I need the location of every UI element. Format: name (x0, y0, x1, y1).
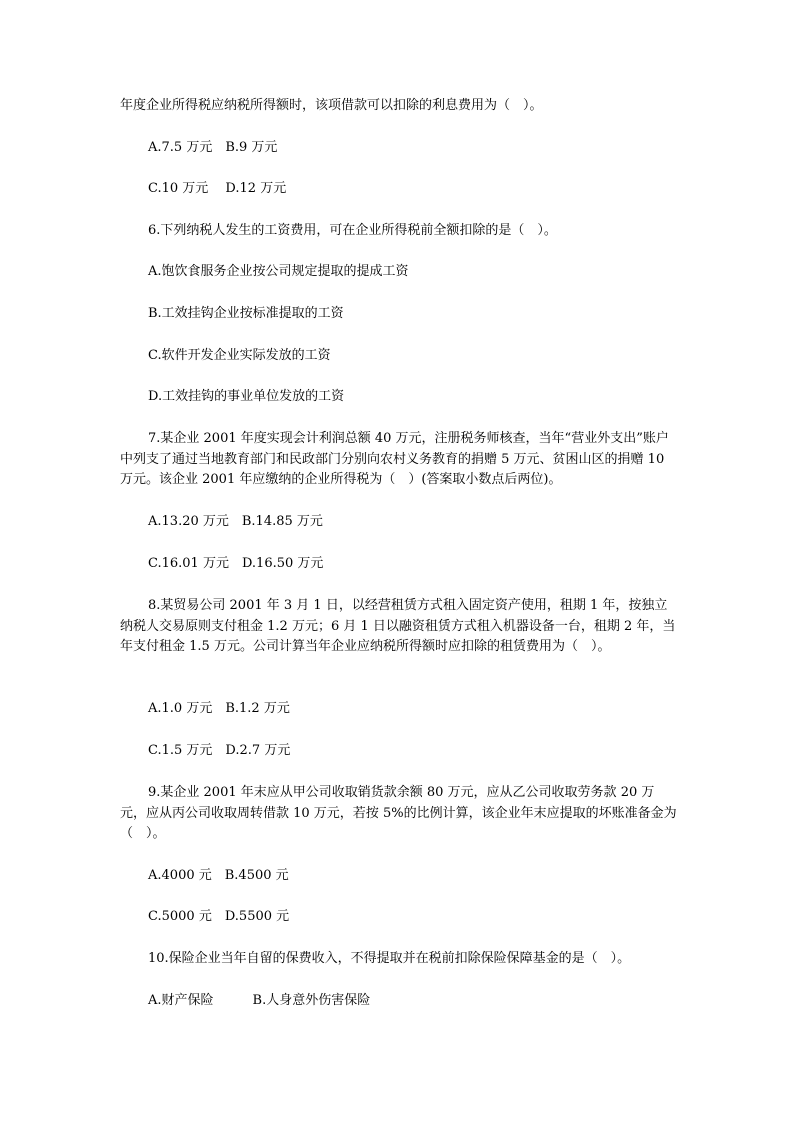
question-7-stem: 7.某企业 2001 年度实现会计利润总额 40 万元，注册税务师核查，当年“营业外支出”账户中列支了通过当地教育部门和民政部门分别向农村义务教育的捐赠 5 万元、贫困山区的捐赠 10 万元。该企业 2001 年应缴纳的企业所得税为（ ）(答案取小数点后两位)。 (120, 431, 669, 487)
question-5-options-cd: C.10 万元 D.12 万元 (148, 181, 287, 196)
question-7-options-ab: A.13.20 万元 B.14.85 万元 (148, 514, 323, 529)
question-9-options-ab: A.4000 元 B.4500 元 (148, 868, 289, 883)
question-8-options-ab: A.1.0 万元 B.1.2 万元 (148, 701, 290, 716)
question-6-option-d: D.工效挂钩的事业单位发放的工资 (148, 389, 345, 404)
question-9-stem: 9.某企业 2001 年末应从甲公司收取销货款余额 80 万元，应从乙公司收取劳务款 20 万元，应从丙公司收取周转借款 10 万元，若按 5%的比例计算，该企业年末应提取的坏账准备金为（ ）。 (120, 785, 677, 841)
question-10-options-ab: A.财产保险 B.人身意外伤害保险 (148, 993, 371, 1008)
question-5-stem-tail: 年度企业所得税应纳税所得额时，该项借款可以扣除的利息费用为（ ）。 (120, 98, 543, 113)
question-10-stem: 10.保险企业当年自留的保费收入，不得提取并在税前扣除保险保障基金的是（ ）。 (148, 951, 631, 966)
question-6-option-a: A.饱饮食服务企业按公司规定提取的提成工资 (148, 264, 409, 279)
question-6-stem: 6.下列纳税人发生的工资费用，可在企业所得税前全额扣除的是（ ）。 (148, 223, 557, 238)
question-7-options-cd: C.16.01 万元 D.16.50 万元 (148, 556, 324, 571)
question-8-stem: 8.某贸易公司 2001 年 3 月 1 日，以经营租赁方式租入固定资产使用，租期 1 年，按独立纳税人交易原则支付租金 1.2 万元；6 月 1 日以融资租赁方式租入机器设备一台，租期 2 年，当年支付租金 1.5 万元。公司计算当年企业应纳税所得额时应扣除的租赁费用为（ ）。 (120, 598, 676, 654)
question-6-option-c: C.软件开发企业实际发放的工资 (148, 348, 331, 363)
question-6-option-b: B.工效挂钩企业按标准提取的工资 (148, 306, 344, 321)
question-5-options-ab: A.7.5 万元 B.9 万元 (148, 140, 278, 155)
question-8-options-cd: C.1.5 万元 D.2.7 万元 (148, 743, 291, 758)
question-9-options-cd: C.5000 元 D.5500 元 (148, 909, 290, 924)
